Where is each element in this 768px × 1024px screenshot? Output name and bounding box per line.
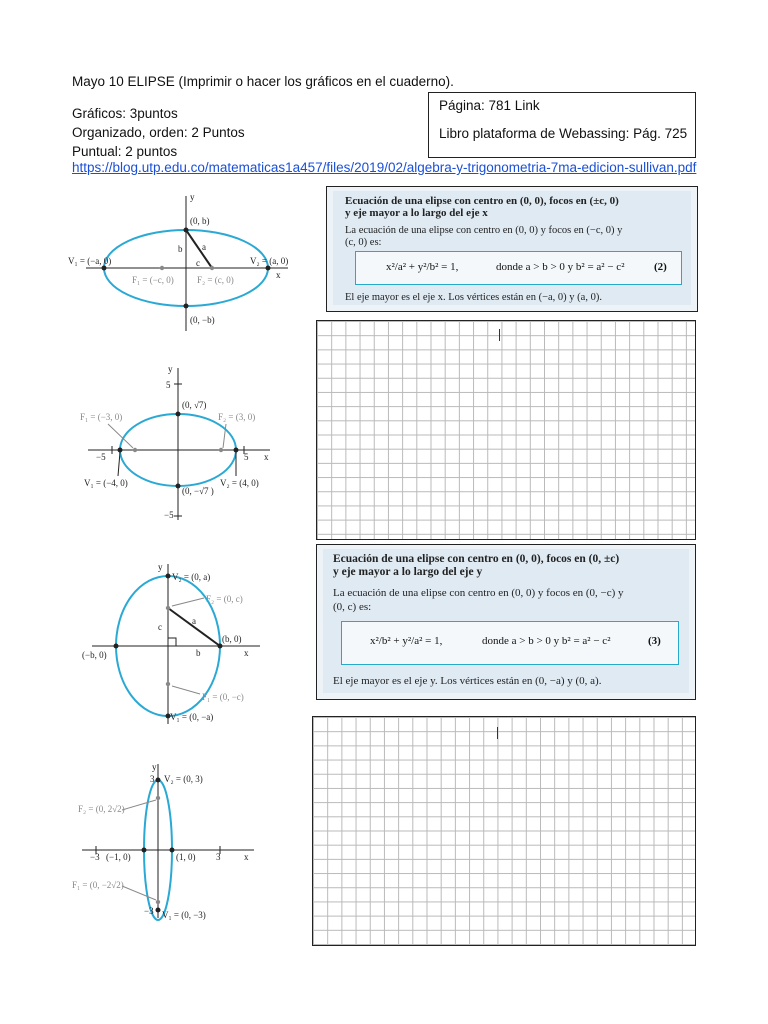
panel1-footer: El eje mayor es el eje x. Los vértices están en (−a, 0) y (a, 0). <box>345 292 602 303</box>
tick-neg3-y: −3 <box>144 906 154 916</box>
x-axis-label: x <box>244 852 249 862</box>
point-bottom: (0, −√7 ) <box>182 486 214 496</box>
x-axis-label: x <box>276 270 281 280</box>
focus-f1: F₁ = (0, −c) <box>202 692 244 702</box>
panel1-tag: (2) <box>654 261 667 273</box>
reference-box <box>428 92 696 158</box>
label-a: a <box>192 616 196 626</box>
panel2-equation-box <box>341 621 679 665</box>
panel1-equation-box <box>355 251 682 285</box>
point-left: (−1, 0) <box>106 852 131 862</box>
panel1-heading1: Ecuación de una elipse con centro en (0, 0), focos en (±c, 0) <box>345 195 619 207</box>
panel2-heading2: y eje mayor a lo largo del eje y <box>333 566 483 578</box>
text-cursor <box>497 727 498 739</box>
panel2-heading1: Ecuación de una elipse con centro en (0, 0), focos en (0, ±c) <box>333 553 620 565</box>
vertex-v1: V₁ = (−4, 0) <box>84 478 128 488</box>
grading-criteria <box>72 104 245 161</box>
criterion-organization: Organizado, orden: 2 Puntos <box>72 125 245 140</box>
book-reference: Libro plataforma de Webassing: Pág. 725 <box>439 126 688 141</box>
page-title: Mayo 10 ELIPSE (Imprimir o hacer los gráficos en el cuaderno). <box>72 74 454 89</box>
text-cursor <box>499 329 500 341</box>
focus-f1: F₁ = (0, −2√2) <box>72 880 124 890</box>
vertex-v2: V₂ = (0, a) <box>172 572 211 582</box>
formula-panel-vertical <box>316 544 696 700</box>
y-axis-label: y <box>190 192 195 202</box>
point-left: (−b, 0) <box>82 650 107 660</box>
focus-f1: F₁ = (−3, 0) <box>80 412 123 422</box>
panel1-text1: La ecuación de una elipse con centro en (0, 0) y focos en (−c, 0) y <box>345 225 623 236</box>
graph-paper-2[interactable] <box>312 716 696 946</box>
panel2-condition: donde a > b > 0 y b² = a² − c² <box>482 635 611 647</box>
page-reference: Página: 781 Link <box>439 98 540 113</box>
criterion-punctuality: Puntual: 2 puntos <box>72 144 178 159</box>
focus-f2: F₂ = (0, c) <box>206 594 243 604</box>
tick-neg5-y: −5 <box>164 510 174 520</box>
focus-f2: F₂ = (0, 2√2) <box>78 804 125 814</box>
point-top: (0, b) <box>190 216 210 226</box>
point-right: (b, 0) <box>222 634 242 644</box>
vertex-v2: V₂ = (4, 0) <box>220 478 259 488</box>
criterion-graphs: Gráficos: 3puntos <box>72 106 178 121</box>
point-bottom: (0, −b) <box>190 315 215 325</box>
x-axis-label: x <box>264 452 269 462</box>
panel2-footer: El eje mayor es el eje y. Los vértices están en (0, −a) y (0, a). <box>333 675 602 687</box>
vertex-v1: V₁ = (0, −3) <box>162 910 206 920</box>
vertex-v1: V₁ = (0, −a) <box>170 712 214 722</box>
focus-f2: F₂ = (3, 0) <box>218 412 256 422</box>
panel1-text2: (c, 0) es: <box>345 237 382 248</box>
panel2-text2: (0, c) es: <box>333 601 372 613</box>
panel1-equation: x²/a² + y²/b² = 1, <box>386 261 459 273</box>
tick-5-x: 5 <box>244 452 249 462</box>
y-axis-label: y <box>152 762 157 772</box>
label-b: b <box>178 244 183 254</box>
focus-f1: F₁ = (−c, 0) <box>132 275 174 285</box>
graph-paper-1[interactable] <box>316 320 696 540</box>
panel2-tag: (3) <box>648 635 661 647</box>
tick-3: 3 <box>150 774 155 784</box>
label-b: b <box>196 648 201 658</box>
panel2-equation: x²/b² + y²/a² = 1, <box>370 635 443 647</box>
figure-example-horizontal <box>78 362 278 524</box>
book-link[interactable]: https://blog.utp.edu.co/matematicas1a457/files/2019/02/algebra-y-trigonometria-7ma-edicion-sullivan.pdf <box>72 160 697 175</box>
label-c: c <box>196 258 200 268</box>
vertex-v2: V₂ = (a, 0) <box>250 256 289 266</box>
point-right: (1, 0) <box>176 852 196 862</box>
figure-example-vertical <box>72 760 272 922</box>
figure-vertical-ellipse <box>80 560 280 728</box>
point-top: (0, √7) <box>182 400 207 410</box>
figure-horizontal-ellipse <box>66 186 306 336</box>
y-axis-label: y <box>158 562 163 572</box>
vertex-v2: V₂ = (0, 3) <box>164 774 203 784</box>
panel1-heading2: y eje mayor a lo largo del eje x <box>345 207 488 219</box>
panel1-condition: donde a > b > 0 y b² = a² − c² <box>496 261 625 273</box>
tick-neg5: −5 <box>96 452 106 462</box>
formula-panel-horizontal <box>326 186 698 312</box>
y-axis-label: y <box>168 364 173 374</box>
label-c: c <box>158 622 162 632</box>
label-a: a <box>202 242 206 252</box>
vertex-v1: V₁ = (−a, 0) <box>68 256 112 266</box>
x-axis-label: x <box>244 648 249 658</box>
focus-f2: F₂ = (c, 0) <box>197 275 234 285</box>
tick-5: 5 <box>166 380 171 390</box>
tick-neg3-x: −3 <box>90 852 100 862</box>
panel2-text1: La ecuación de una elipse con centro en (0, 0) y focos en (0, −c) y <box>333 587 624 599</box>
tick-3-x: 3 <box>216 852 221 862</box>
